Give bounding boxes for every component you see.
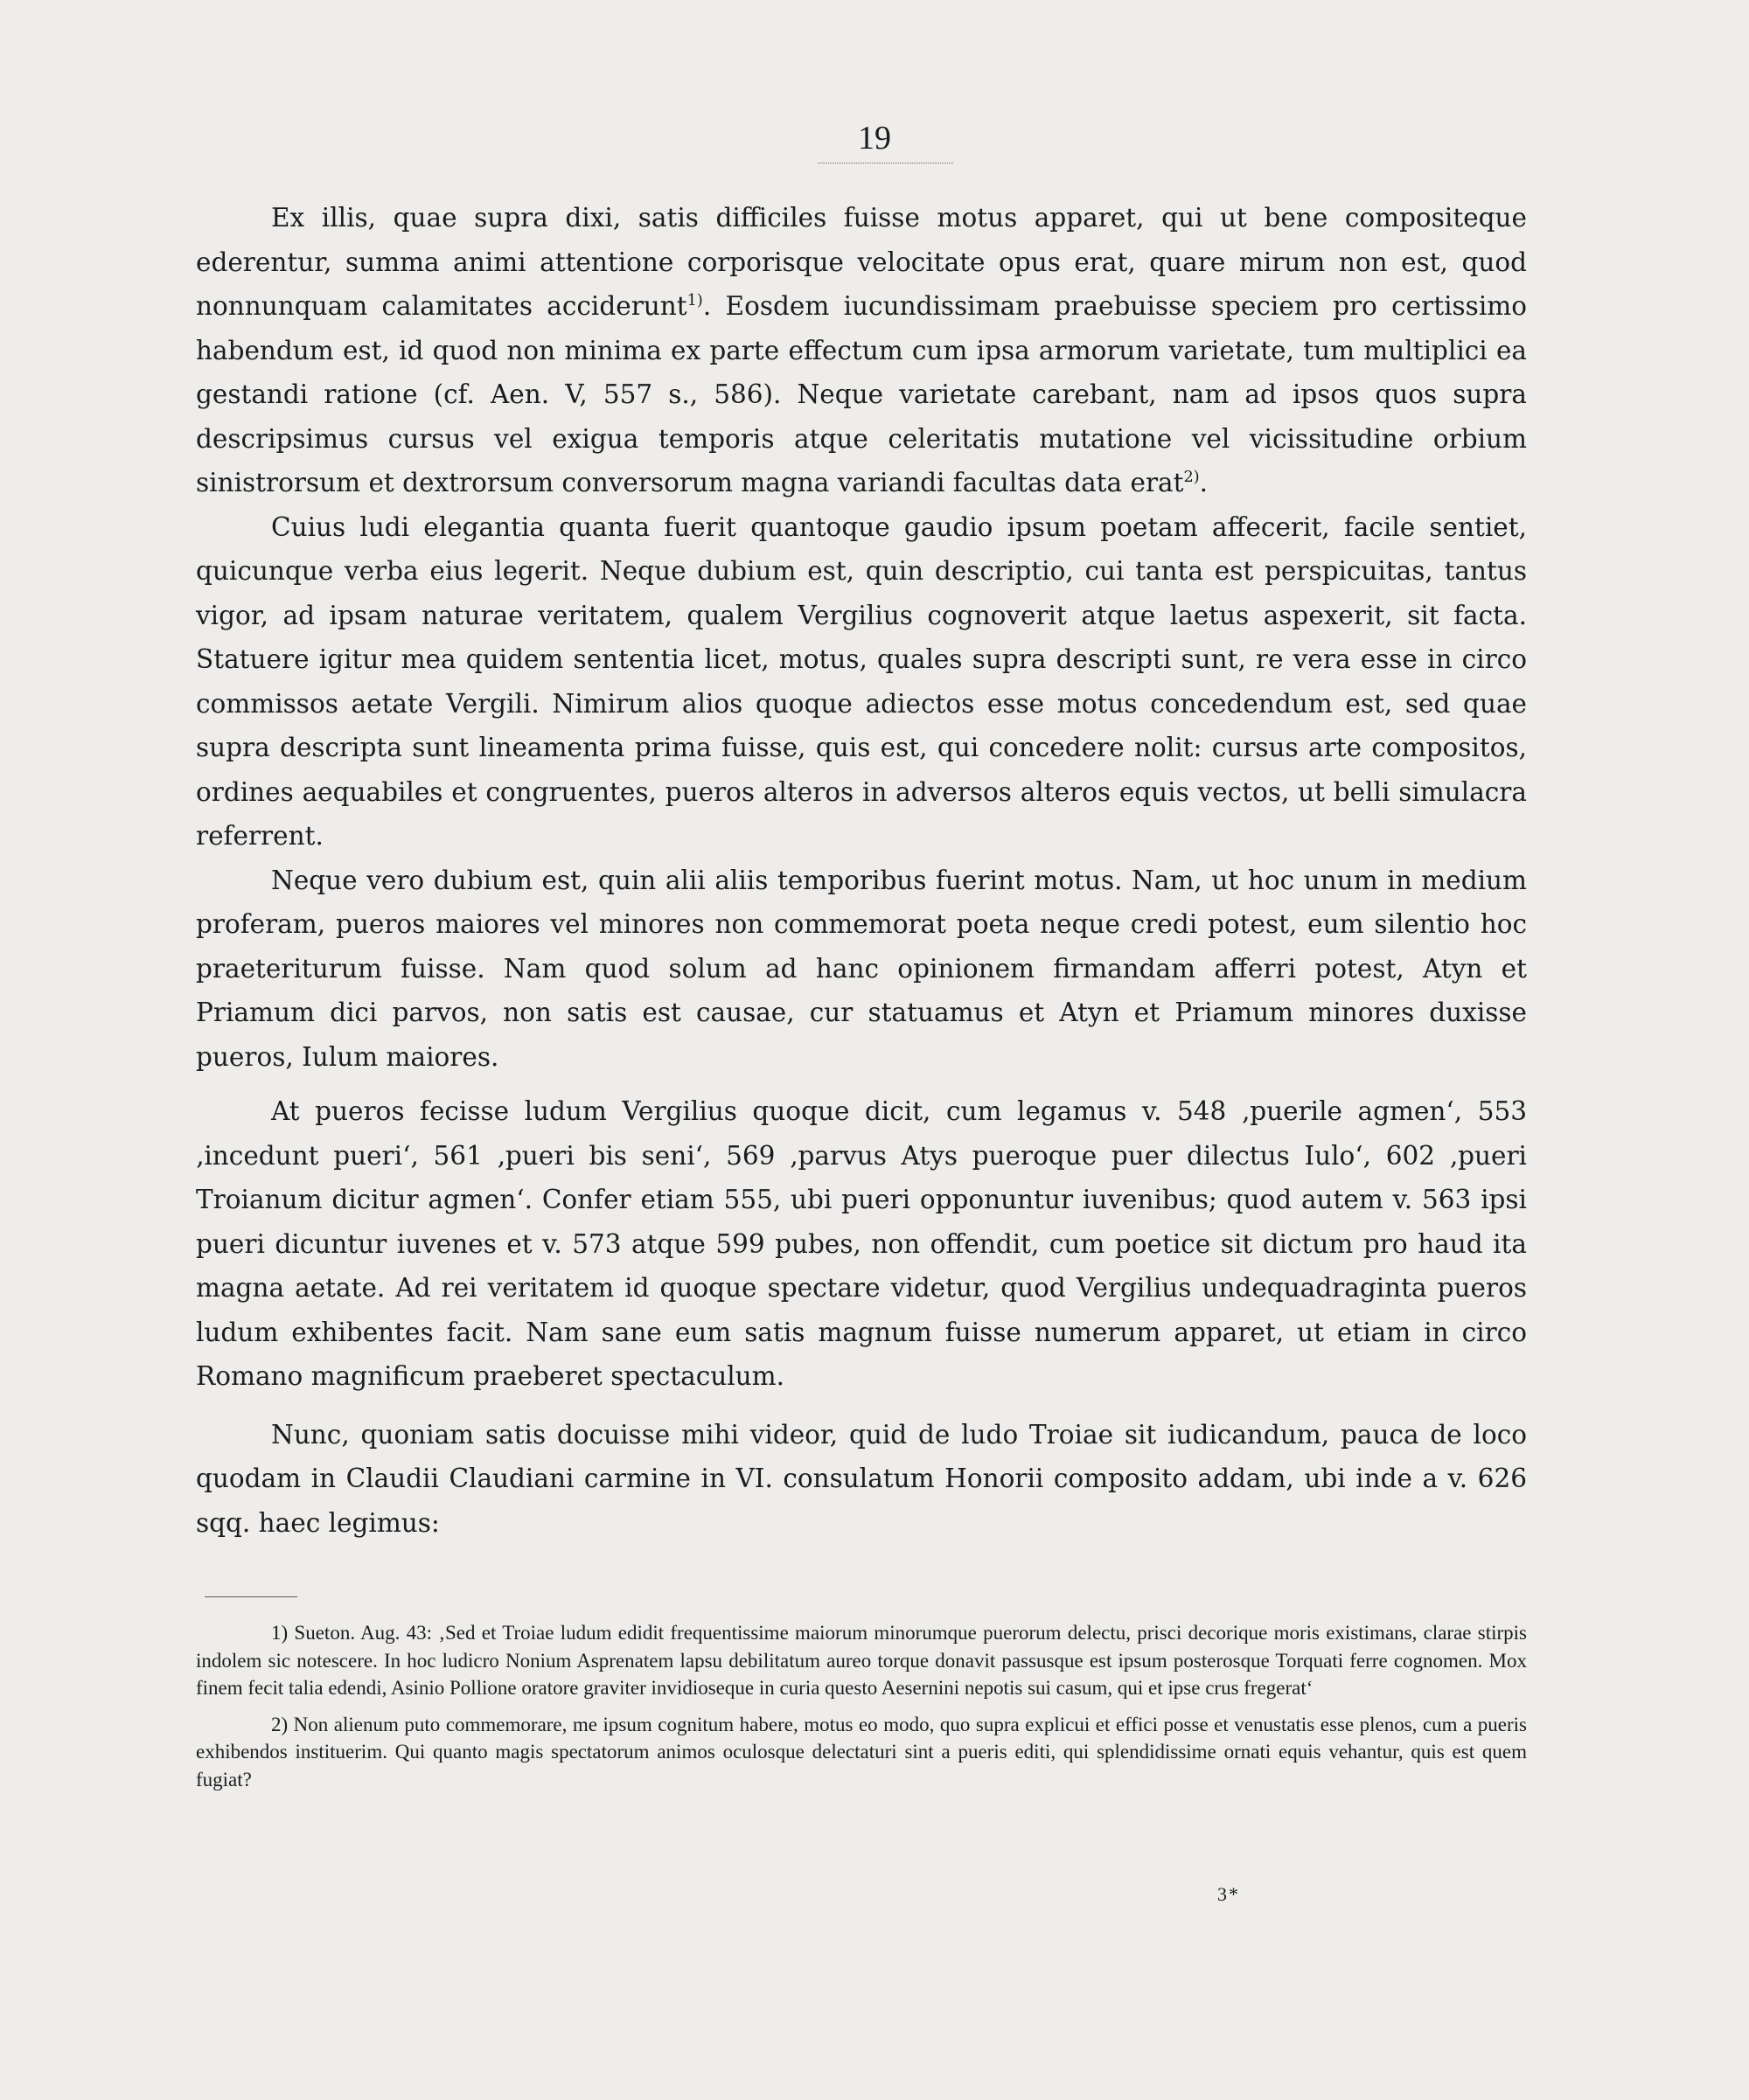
footnote: 2) Non alienum puto commemorare, me ipsum cognitum habere, motus eo modo, quo supra explicui et effici posse et venustatis esse plenos, cum a pueris exhibendos instituerim. Qui quanto magis spectatorum animos oculosque delectaturi sint a pueris editi, qui splendidissime ornati equis vehantur, quis est quem fugiat? (196, 1713, 1527, 1791)
paragraph-text: Ex illis, quae supra dixi, satis difficiles fuisse motus apparet, qui ut bene compositeque ederentur, summa animi attentione corporisque velocitate opus erat, quare mirum non est, quod nonnunquam calamitates acciderunt (196, 203, 1527, 321)
footnote-rule (205, 1596, 297, 1597)
paragraph-text: . Eosdem iucundissimam praebuisse speciem pro certissimo habendum est, id quod non minima ex parte effectum cum ipsa armorum varietate, tum multiplici ea gestandi ratione (cf. Aen. V, 557 s., 586). Neque varietate carebant, nam ad ipsos quos supra descripsimus cursus vel exigua temporis atque celeritatis mutatione vel vicissitudine orbium sinistrorsum et dextrorsum conversorum magna variandi facultas data erat (196, 291, 1527, 497)
paragraph: Neque vero dubium est, quin alii aliis temporibus fuerint motus. Nam, ut hoc unum in medium proferam, pueros maiores vel minores non commemorat poeta neque credi potest, eum silentio hoc praeteriturum fuisse. Nam quod solum ad hanc opinionem firmandam afferri potest, Atyn et Priamum dici parvos, non satis est causae, cur statuamus et Atyn et Priamum minores duxisse pueros, Iulum maiores. (196, 865, 1527, 1072)
paragraph-text: . (1199, 468, 1209, 497)
paragraph: At pueros fecisse ludum Vergilius quoque dicit, cum legamus v. 548 ‚puerile agmen‘, 553 ‚incedunt pueri‘, 561 ‚pueri bis seni‘, 569 ‚parvus Atys pueroque puer dilectus Iulo‘, 602 ‚pueri Troianum dicitur agmen‘. Confer etiam 555, ubi pueri opponuntur iuvenibus; quod autem v. 563 ipsi pueri dicuntur iuvenes et v. 573 atque 599 pubes, non offendit, cum poetice sit dictum pro haud ita magna aetate. Ad rei veritatem id quoque spectare videtur, quod Vergilius undequadraginta pueros ludum exhibentes facit. Nam sane eum satis magnum fuisse numerum apparet, ut etiam in circo Romano magnificum praeberet spectaculum. (196, 1096, 1527, 1391)
page-number: 19 (858, 120, 891, 156)
footnote-ref: 1) (686, 292, 703, 310)
paragraph: Nunc, quoniam satis docuisse mihi videor, quid de ludo Troiae sit iudicandum, pauca de loco quodam in Claudii Claudiani carmine in VI. consulatum Honorii composito addam, ubi inde a v. 626 sqq. haec legimus: (196, 1419, 1527, 1538)
footnote: 1) Sueton. Aug. 43: ‚Sed et Troiae ludum edidit frequentissime maiorum minorumque puerorum delectu, prisci decorique moris existimans, clarae stirpis indolem sic notescere. In hoc ludicro Nonium Asprenatem lapsu debilitatum aureo torque donavit passusque est ipsum posterosque Torquati ferre cognomen. Mox finem fecit talia edendi, Asinio Pollione oratore graviter invidioseque in curia questo Aesernini nepotis sui casum, qui et ipse crus fregerat‘ (196, 1622, 1527, 1699)
paragraph: Cuius ludi elegantia quanta fuerit quantoque gaudio ipsum poetam affecerit, facile sentiet, quicunque verba eius legerit. Neque dubium est, quin descriptio, cui tanta est perspicuitas, tantus vigor, ad ipsam naturae veritatem, qualem Vergilius cognoverit atque laetus aspexerit, sit facta. Statuere igitur mea quidem sententia licet, motus, quales supra descripti sunt, re vera esse in circo commissos aetate Vergili. Nimirum alios quoque adiectos esse motus concedendum est, sed quae supra descripta sunt lineamenta prima fuisse, quis est, qui concedere nolit: cursus arte compositos, ordines aequabiles et congruentes, pueros alteros in adversos alteros equis vectos, ut belli simulacra referrent. (196, 511, 1527, 851)
main-text (196, 196, 1527, 1545)
footnotes (196, 1619, 1527, 1793)
signature-mark: 3* (1217, 1883, 1240, 1905)
paragraph (196, 196, 1527, 505)
footnote-ref: 2) (1183, 469, 1200, 487)
